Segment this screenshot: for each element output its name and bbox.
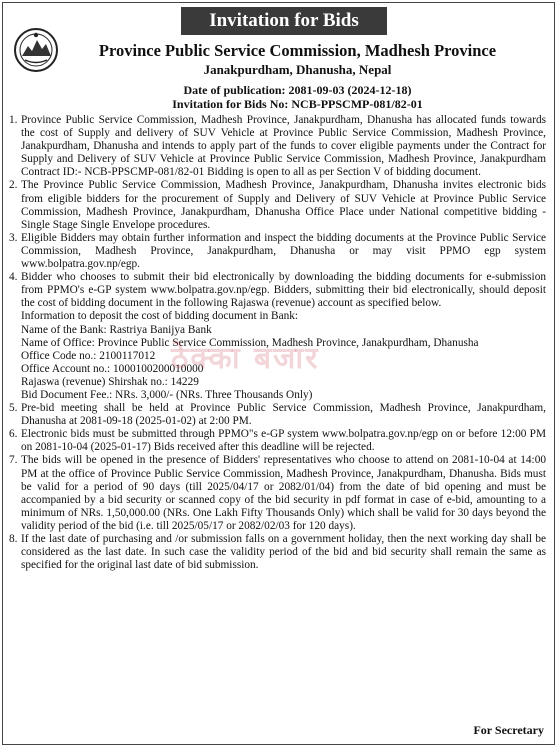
bank-name: Name of the Bank: Rastriya Banijya Bank: [21, 323, 212, 336]
bid-number: Invitation for Bids No: NCB-PPSCMP-081/82-01: [172, 97, 423, 111]
publication-date: Date of publication: 2081-09-03 (2024-12-18): [183, 83, 412, 97]
signature: For Secretary: [473, 723, 544, 737]
organization-address: Janakpurdham, Dhanusha, Nepal: [203, 62, 392, 77]
paragraph-5: 5. Pre-bid meeting shall be held at Province Public Service Commission, Madhesh Province, Janakpurdham, Dhanusha at 2081-09-18 (2025-01-02) at 2:00 PM.: [9, 402, 546, 428]
notice-body: [9, 114, 546, 572]
paragraph-4-text: Bidder who chooses to submit their bid electronically by downloading the bidding documents for e-submission from PPMO's e-GP system www.bolpatra.gov.np/egp. Bidders, submitting their bid electronically, should deposit the cost of bidding document in the following Rajaswa (revenue) account as specified below.: [21, 271, 546, 310]
paragraph-2: 2. The Province Public Service Commission, Madhesh Province, Janakpurdham, Dhanusha invites electronic bids from eligible bidders for the procurement of Supply and Delivery of SUV Vehicle at Province Public Service Commission, Madhesh Province, Janakpurdham, Dhanusha Office Place under National competitive bidding - Single Stage Single Envelope procedures.: [9, 179, 546, 231]
paragraph-8: 8. If the last date of purchasing and /or submission falls on a government holiday, then the next working day shall be considered as the last date. In such case the validity period of the bid and bid security shall remain the same as specified for the original last date of bid submission.: [9, 533, 546, 572]
office-account: Office Account no.: 1000100200010000: [21, 362, 204, 375]
paragraph-7: 7. The bids will be opened in the presence of Bidders' representatives who choose to attend on 2081-10-04 at 14:00 PM at the office of Province Public Service Commission, Madhesh Province, Janakpurdham, Dhanusha. Bids must be valid for a period of 90 days (till 2025/04/17 or 2082/01/04) from the date of bid opening and must be accompanied by a bid security or scanned copy of the bid security in pdf format in case of e-bid, amounting to a minimum of NRs. 1,50,000.00 (NRs. One Lakh Fifty Thousands Only) which shall be valid for 30 days beyond the validity period of the bid (i.e. till 2025/05/17 or 2082/02/03 for 120 days).: [9, 454, 546, 532]
paragraph-3: 3. Eligible Bidders may obtain further information and inspect the bidding documents at the Province Public Service Commission, Madhesh Province, Janakpurdham, Dhanusha or may visit PPMO egp system www.bolpatra.gov.np/egp.: [9, 231, 546, 271]
office-code: Office Code no.: 2100117012: [21, 349, 156, 362]
paragraph-4: 4. Bidder who chooses to submit their bid electronically by downloading the bidding documents for e-submission from PPMO's e-GP system www.bolpatra.gov.np/egp. Bidders, submitting their bid electronically, should deposit the cost of bidding document in the following Rajaswa (revenue) account as specified below. Information to deposit the cost of bidding document in Bank: Name of the Bank: Rastriya Banijya Bank Name of Office: Province Public Service Commission, Madhesh Province, Janakpurdham, Dhanusha Office Code no.: 2100117012 Office Account no.: 1000100200010000 Rajaswa (revenue) Shirshak no.: 14229 Bid Document Fee.: NRs. 3,000/- (NRs. Three Thousands Only): [9, 271, 546, 401]
paragraph-6: 6. Electronic bids must be submitted through PPMO"s e-GP system www.bolpatra.gov.np/egp on or before 12:00 PM on 2081-10-04 (2025-01-17) Bids received after this deadline will be rejected.: [9, 428, 546, 454]
revenue-shirshak: Rajaswa (revenue) Shirshak no.: 14229: [21, 375, 199, 388]
notice-page: [2, 2, 555, 745]
bank-info-heading: Information to deposit the cost of bidding document in Bank:: [21, 310, 299, 323]
watermark: ठेक्का बजार: [171, 341, 320, 376]
bid-document-fee: Bid Document Fee.: NRs. 3,000/- (NRs. Three Thousands Only): [21, 388, 313, 401]
organization-name: Province Public Service Commission, Madhesh Province: [98, 41, 497, 60]
notice-title: Invitation for Bids: [181, 7, 387, 35]
paragraph-1: 1. Province Public Service Commission, Madhesh Province, Janakpurdham, Dhanusha has allocated funds towards the cost of Supply and delivery of SUV Vehicle at Province Public Service Commission, Madhesh Province, Janakpurdham, Dhanusha and intends to apply part of the funds to cover eligible payments under the Contract for Supply and Delivery of SUV Vehicle at Province Public Service Commission, Madhesh Province, Janakpurdham Contract ID:- NCB-PPSCMP-081/82-01 Bidding is open to all as per Section V of bidding document.: [9, 114, 546, 179]
office-name: Name of Office: Province Public Service Commission, Madhesh Province, Janakpurdham, Dhanusha: [21, 336, 479, 349]
